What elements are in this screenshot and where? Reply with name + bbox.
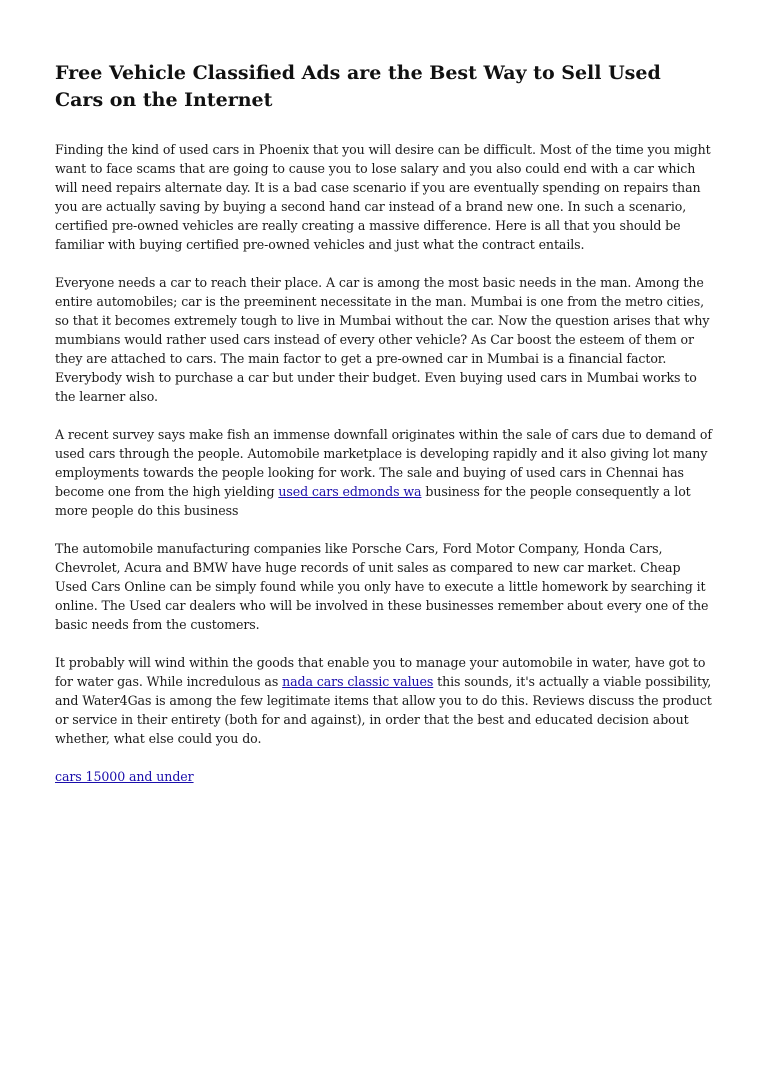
paragraph-5-text-end: this sounds, it's actually a viable possibility, and Water4Gas is among the few legitimate items that allow you to do this. Reviews discuss the product or service in their entirety (both for and against), in order that the best and educated decision about whether, what else could you do. [55,674,712,746]
paragraph-5-text-start: It probably will wind within the goods that enable you to manage your automobile in water, have got to for water gas. While incredulous as [55,655,706,689]
paragraph-3 [55,425,715,520]
paragraph-3-text-start: A recent survey says make fish an immense downfall originates within the sale of cars due to demand of used cars through the people. Automobile marketplace is developing rapidly and it also giving lot many employments towards the people looking for work. The sale and buying of used cars in Chennai has become one from the high yielding [55,427,712,499]
cars-under-15000-link[interactable]: cars 15000 and under [55,769,194,784]
paragraph-2: Everyone needs a car to reach their place. A car is among the most basic needs in the man. Among the entire automobiles; car is the preeminent necessitate in the man. Mumbai is one from the metro cities, so that it becomes extremely tough to live in Mumbai without the car. Now the question arises that why mumbians would rather used cars instead of every other vehicle? As Car boost the esteem of them or they are attached to cars. The main factor to get a pre-owned car in Mumbai is a financial factor. Everybody wish to purchase a car but under their budget. Even buying used cars in Mumbai works to the learner also. [55,275,710,404]
document-page [55,60,715,805]
paragraph-3-text-end: business for the people consequently a lot more people do this business [55,484,691,518]
used-cars-edmonds-link[interactable]: used cars edmonds wa [278,484,422,499]
footer-paragraph [55,767,715,786]
nada-classic-values-link[interactable]: nada cars classic values [282,674,434,689]
paragraph-1: Finding the kind of used cars in Phoenix that you will desire can be difficult. Most of the time you might want to face scams that are going to cause you to lose salary and you also could end with a car which will need repairs alternate day. It is a bad case scenario if you are eventually spending on repairs than you are actually saving by buying a second hand car instead of a brand new one. In such a scenario, certified pre-owned vehicles are really creating a massive difference. Here is all that you should be familiar with buying certified pre-owned vehicles and just what the contract entails. [55,142,711,252]
paragraph-4: The automobile manufacturing companies like Porsche Cars, Ford Motor Company, Honda Cars, Chevrolet, Acura and BMW have huge records of unit sales as compared to new car market. Cheap Used Cars Online can be simply found while you only have to execute a little homework by searching it online. The Used car dealers who will be involved in these businesses remember about every one of the basic needs from the customers. [55,541,709,632]
page-title: Free Vehicle Classified Ads are the Best Way to Sell Used Cars on the Internet [55,62,661,111]
paragraph-5 [55,653,715,748]
